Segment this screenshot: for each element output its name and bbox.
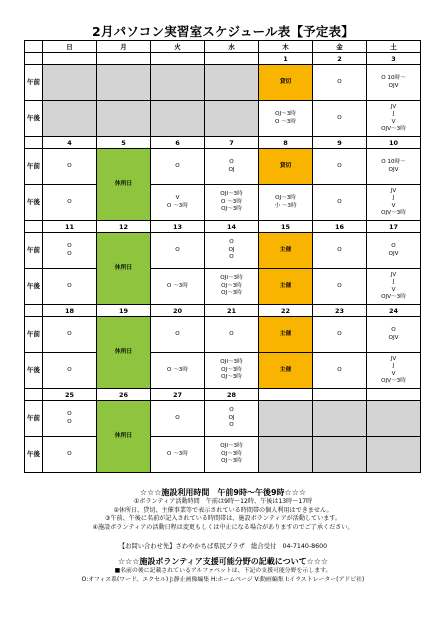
holiday-cell bbox=[97, 149, 151, 221]
schedule-entry: O bbox=[67, 162, 72, 169]
schedule-entry: O ～3時 bbox=[167, 202, 188, 209]
schedule-cell bbox=[151, 437, 205, 473]
schedule-entry: 主催 bbox=[279, 246, 292, 253]
date-cell bbox=[313, 389, 367, 401]
date-cell: 16 bbox=[313, 221, 367, 233]
date-cell: 25 bbox=[43, 389, 97, 401]
date-cell bbox=[97, 53, 151, 65]
schedule-cell bbox=[367, 65, 421, 101]
schedule-entry: O 10時～ bbox=[381, 75, 406, 82]
afternoon-row bbox=[25, 269, 421, 305]
closed-cell bbox=[367, 437, 421, 473]
weekday-fri: 金 bbox=[313, 41, 367, 53]
closed-cell bbox=[151, 101, 205, 137]
date-row-label bbox=[25, 305, 43, 317]
schedule-entry: OJV～3時 bbox=[381, 377, 406, 384]
schedule-entry: O bbox=[337, 282, 342, 289]
schedule-entry: 貸切 bbox=[279, 162, 292, 169]
note-line: ④施設ボランティアの活動日程は変更もしくは中止になる場合がありますのでご了承ください。 bbox=[92, 523, 354, 531]
date-cell: 20 bbox=[151, 305, 205, 317]
schedule-entry: O bbox=[229, 422, 234, 429]
date-cell bbox=[367, 389, 421, 401]
schedule-entry: V bbox=[391, 286, 396, 293]
schedule-entry: V bbox=[391, 370, 396, 377]
date-cell: 3 bbox=[367, 53, 421, 65]
schedule-entry: OJI～3時 bbox=[220, 443, 243, 450]
schedule-cell bbox=[205, 401, 259, 437]
afternoon-row bbox=[25, 353, 421, 389]
schedule-cell bbox=[151, 149, 205, 185]
schedule-entry: 休所日 bbox=[114, 180, 133, 187]
skills-line: ■名前の後に記載されているアルファベットは、下記の支援可能分野を示します。 bbox=[114, 568, 332, 575]
schedule-entry: J bbox=[392, 111, 395, 118]
corner-cell bbox=[25, 41, 43, 53]
schedule-cell bbox=[313, 65, 367, 101]
weekday-header-row bbox=[25, 41, 421, 53]
schedule-cell bbox=[367, 185, 421, 221]
schedule-cell bbox=[313, 269, 367, 305]
note-line: ①ボランティア活動時間 午前は9時～12時、午後は13時～17時 bbox=[133, 498, 313, 505]
schedule-cell bbox=[151, 401, 205, 437]
schedule-entry: O bbox=[67, 418, 72, 425]
date-row-label bbox=[25, 389, 43, 401]
schedule-entry: O bbox=[175, 162, 180, 169]
schedule-cell bbox=[151, 317, 205, 353]
morning-row bbox=[25, 401, 421, 437]
date-row bbox=[25, 53, 421, 65]
afternoon-label: 午後 bbox=[25, 269, 43, 305]
afternoon-row bbox=[25, 101, 421, 137]
weekday-tue: 火 bbox=[151, 41, 205, 53]
schedule-cell bbox=[205, 149, 259, 185]
schedule-entry: OJV bbox=[388, 250, 399, 257]
schedule-entry: O bbox=[337, 78, 342, 85]
schedule-entry: JV bbox=[390, 355, 397, 362]
closed-cell bbox=[43, 101, 97, 137]
schedule-entry: O bbox=[229, 407, 234, 414]
schedule-entry: OJ～3時 bbox=[221, 290, 242, 297]
morning-label: 午前 bbox=[25, 149, 43, 185]
schedule-entry: O bbox=[229, 159, 234, 166]
schedule-entry: OJV bbox=[388, 82, 399, 89]
closed-cell bbox=[313, 401, 367, 437]
afternoon-label: 午後 bbox=[25, 185, 43, 221]
afternoon-label: 午後 bbox=[25, 437, 43, 473]
closed-cell bbox=[367, 401, 421, 437]
date-cell: 7 bbox=[205, 137, 259, 149]
schedule-cell bbox=[367, 269, 421, 305]
schedule-cell bbox=[151, 353, 205, 389]
schedule-entry: OJ～3時 bbox=[221, 458, 242, 465]
weekday-mon: 月 bbox=[97, 41, 151, 53]
date-cell: 17 bbox=[367, 221, 421, 233]
weekday-wed: 水 bbox=[205, 41, 259, 53]
date-cell: 27 bbox=[151, 389, 205, 401]
closed-cell bbox=[43, 65, 97, 101]
date-cell bbox=[259, 389, 313, 401]
schedule-entry: J bbox=[392, 363, 395, 370]
schedule-entry: OJV～3時 bbox=[381, 293, 406, 300]
schedule-entry: O ～3時 bbox=[167, 450, 188, 457]
schedule-entry: O bbox=[337, 366, 342, 373]
notes-section bbox=[0, 487, 446, 584]
note-line: ②休所日、貸切、主催事業等で表示されている時間帯の個人利用はできません。 bbox=[113, 506, 333, 514]
date-cell bbox=[151, 53, 205, 65]
closed-cell bbox=[151, 65, 205, 101]
holiday-cell bbox=[97, 233, 151, 305]
schedule-cell bbox=[43, 233, 97, 269]
date-cell: 1 bbox=[259, 53, 313, 65]
morning-row bbox=[25, 233, 421, 269]
hours-heading: ☆☆☆施設利用時間 午前9時～午後9時☆☆☆ bbox=[139, 488, 307, 497]
schedule-cell bbox=[43, 269, 97, 305]
schedule-cell bbox=[367, 101, 421, 137]
schedule-cell bbox=[205, 437, 259, 473]
schedule-entry: 休所日 bbox=[114, 264, 133, 271]
schedule-cell bbox=[313, 185, 367, 221]
date-cell: 4 bbox=[43, 137, 97, 149]
schedule-entry: O bbox=[337, 162, 342, 169]
schedule-cell bbox=[367, 149, 421, 185]
schedule-cell bbox=[313, 101, 367, 137]
schedule-entry: 貸切 bbox=[279, 78, 292, 85]
morning-row bbox=[25, 149, 421, 185]
schedule-entry: O bbox=[67, 366, 72, 373]
schedule-entry: O ～3時 bbox=[275, 118, 296, 125]
date-row-label bbox=[25, 137, 43, 149]
afternoon-row bbox=[25, 437, 421, 473]
weekday-thu: 木 bbox=[259, 41, 313, 53]
schedule-entry: O bbox=[337, 330, 342, 337]
date-cell bbox=[205, 53, 259, 65]
schedule-entry: OJ～3時 bbox=[221, 450, 242, 457]
skills-heading: ☆☆☆施設ボランティア支援可能分野の記載について☆☆☆ bbox=[117, 557, 329, 567]
schedule-entry: O ～3時 bbox=[221, 198, 242, 205]
schedule-entry: OJ～3時 bbox=[221, 282, 242, 289]
schedule-entry: 主催 bbox=[279, 330, 292, 337]
date-cell: 5 bbox=[97, 137, 151, 149]
schedule-entry: OJ～3時 bbox=[275, 111, 296, 118]
schedule-cell bbox=[367, 233, 421, 269]
schedule-entry: O ～3時 bbox=[167, 366, 188, 373]
schedule-cell bbox=[313, 317, 367, 353]
date-row bbox=[25, 389, 421, 401]
schedule-entry: OJI～3時 bbox=[220, 359, 243, 366]
date-cell: 10 bbox=[367, 137, 421, 149]
schedule-cell bbox=[43, 401, 97, 437]
afternoon-row bbox=[25, 185, 421, 221]
contact-info: 【お問い合わせ先】さわやかちば県民プラザ 総合受付 04-7140-8600 bbox=[118, 543, 328, 551]
morning-row bbox=[25, 65, 421, 101]
schedule-cell bbox=[205, 353, 259, 389]
schedule-cell bbox=[43, 317, 97, 353]
schedule-cell bbox=[151, 185, 205, 221]
schedule-entry: O bbox=[67, 411, 72, 418]
date-cell: 24 bbox=[367, 305, 421, 317]
page-title: 2月パソコン実習室スケジュール表【予定表】 bbox=[92, 24, 354, 39]
schedule-entry: OJ bbox=[228, 414, 235, 421]
schedule-entry: J bbox=[392, 195, 395, 202]
schedule-entry: OJV bbox=[388, 166, 399, 173]
holiday-cell bbox=[97, 401, 151, 473]
schedule-cell bbox=[205, 233, 259, 269]
schedule-cell bbox=[205, 317, 259, 353]
schedule-entry: O bbox=[391, 243, 396, 250]
schedule-entry: 主催 bbox=[279, 366, 292, 373]
schedule-entry: O bbox=[67, 450, 72, 457]
date-cell: 2 bbox=[313, 53, 367, 65]
special-event-cell bbox=[259, 269, 313, 305]
schedule-cell bbox=[259, 101, 313, 137]
schedule-entry: O bbox=[229, 254, 234, 261]
schedule-entry: O bbox=[175, 414, 180, 421]
schedule-entry: OJV bbox=[388, 334, 399, 341]
schedule-entry: V bbox=[175, 195, 180, 202]
schedule-entry: OJ～3時 bbox=[221, 374, 242, 381]
special-event-cell bbox=[259, 149, 313, 185]
afternoon-label: 午後 bbox=[25, 353, 43, 389]
date-cell: 15 bbox=[259, 221, 313, 233]
closed-cell bbox=[97, 65, 151, 101]
special-event-cell bbox=[259, 317, 313, 353]
schedule-cell bbox=[367, 353, 421, 389]
closed-cell bbox=[259, 437, 313, 473]
date-cell: 14 bbox=[205, 221, 259, 233]
schedule-entry: OJV～3時 bbox=[381, 125, 406, 132]
schedule-entry: O bbox=[229, 239, 234, 246]
closed-cell bbox=[259, 401, 313, 437]
schedule-cell bbox=[43, 185, 97, 221]
schedule-entry: V bbox=[391, 202, 396, 209]
skills-line: O:オフィス系(ワード、エクセル) J:静止画像編集 H:ホームページ V:動画編集 I:イラストレーター(アドビ社) bbox=[81, 576, 365, 583]
morning-label: 午前 bbox=[25, 233, 43, 269]
holiday-cell bbox=[97, 317, 151, 389]
schedule-entry: O bbox=[175, 246, 180, 253]
morning-row bbox=[25, 317, 421, 353]
schedule-cell bbox=[43, 149, 97, 185]
special-event-cell bbox=[259, 65, 313, 101]
date-cell: 6 bbox=[151, 137, 205, 149]
weekday-sat: 土 bbox=[367, 41, 421, 53]
schedule-entry: OJV～3時 bbox=[381, 209, 406, 216]
closed-cell bbox=[205, 65, 259, 101]
date-cell: 28 bbox=[205, 389, 259, 401]
special-event-cell bbox=[259, 353, 313, 389]
schedule-entry: JV bbox=[390, 103, 397, 110]
afternoon-label: 午後 bbox=[25, 101, 43, 137]
date-cell: 13 bbox=[151, 221, 205, 233]
schedule-table bbox=[24, 40, 421, 473]
schedule-cell bbox=[205, 269, 259, 305]
schedule-entry: JV bbox=[390, 271, 397, 278]
date-cell: 8 bbox=[259, 137, 313, 149]
schedule-entry: O bbox=[67, 330, 72, 337]
date-row bbox=[25, 305, 421, 317]
schedule-entry: O 10時～ bbox=[381, 159, 406, 166]
schedule-entry: O bbox=[337, 198, 342, 205]
schedule-entry: OJI～3時 bbox=[220, 191, 243, 198]
schedule-entry: O bbox=[337, 114, 342, 121]
morning-label: 午前 bbox=[25, 401, 43, 437]
note-line: ③午前、午後に名前が記入されている時間帯は、施設ボランティアが活動しています。 bbox=[104, 515, 342, 523]
date-cell bbox=[43, 53, 97, 65]
schedule-entry: OJI～3時 bbox=[220, 275, 243, 282]
closed-cell bbox=[97, 101, 151, 137]
schedule-entry: 休所日 bbox=[114, 432, 133, 439]
schedule-entry: V bbox=[391, 118, 396, 125]
schedule-entry: OJ bbox=[228, 246, 235, 253]
schedule-cell bbox=[43, 437, 97, 473]
special-event-cell bbox=[259, 233, 313, 269]
date-cell: 12 bbox=[97, 221, 151, 233]
date-cell: 9 bbox=[313, 137, 367, 149]
morning-label: 午前 bbox=[25, 65, 43, 101]
schedule-entry: J bbox=[392, 279, 395, 286]
schedule-entry: OJ～3時 bbox=[275, 195, 296, 202]
schedule-cell bbox=[313, 353, 367, 389]
date-cell: 11 bbox=[43, 221, 97, 233]
schedule-entry: O bbox=[67, 198, 72, 205]
date-cell: 19 bbox=[97, 305, 151, 317]
schedule-cell bbox=[367, 317, 421, 353]
schedule-entry: O bbox=[391, 327, 396, 334]
schedule-entry: O bbox=[67, 250, 72, 257]
schedule-entry: O bbox=[67, 282, 72, 289]
closed-cell bbox=[205, 101, 259, 137]
schedule-entry: OJ～3時 bbox=[221, 206, 242, 213]
schedule-cell bbox=[313, 233, 367, 269]
weekday-sun: 日 bbox=[43, 41, 97, 53]
date-cell: 21 bbox=[205, 305, 259, 317]
date-cell: 22 bbox=[259, 305, 313, 317]
schedule-entry: 小 ～3時 bbox=[274, 202, 297, 209]
date-row-label bbox=[25, 53, 43, 65]
date-cell: 18 bbox=[43, 305, 97, 317]
schedule-entry: OJ～3時 bbox=[221, 366, 242, 373]
schedule-entry: OJ bbox=[228, 166, 235, 173]
schedule-cell bbox=[205, 185, 259, 221]
schedule-cell bbox=[151, 269, 205, 305]
morning-label: 午前 bbox=[25, 317, 43, 353]
schedule-cell bbox=[259, 185, 313, 221]
schedule-entry: O bbox=[229, 330, 234, 337]
schedule-entry: O bbox=[67, 243, 72, 250]
schedule-entry: O bbox=[337, 246, 342, 253]
schedule-cell bbox=[151, 233, 205, 269]
date-row bbox=[25, 137, 421, 149]
schedule-entry: 主催 bbox=[279, 282, 292, 289]
schedule-cell bbox=[43, 353, 97, 389]
schedule-entry: JV bbox=[390, 187, 397, 194]
date-row bbox=[25, 221, 421, 233]
date-row-label bbox=[25, 221, 43, 233]
date-cell: 26 bbox=[97, 389, 151, 401]
schedule-cell bbox=[313, 149, 367, 185]
schedule-entry: O bbox=[175, 330, 180, 337]
schedule-entry: O ～3時 bbox=[167, 282, 188, 289]
schedule-entry: 休所日 bbox=[114, 348, 133, 355]
closed-cell bbox=[313, 437, 367, 473]
date-cell: 23 bbox=[313, 305, 367, 317]
